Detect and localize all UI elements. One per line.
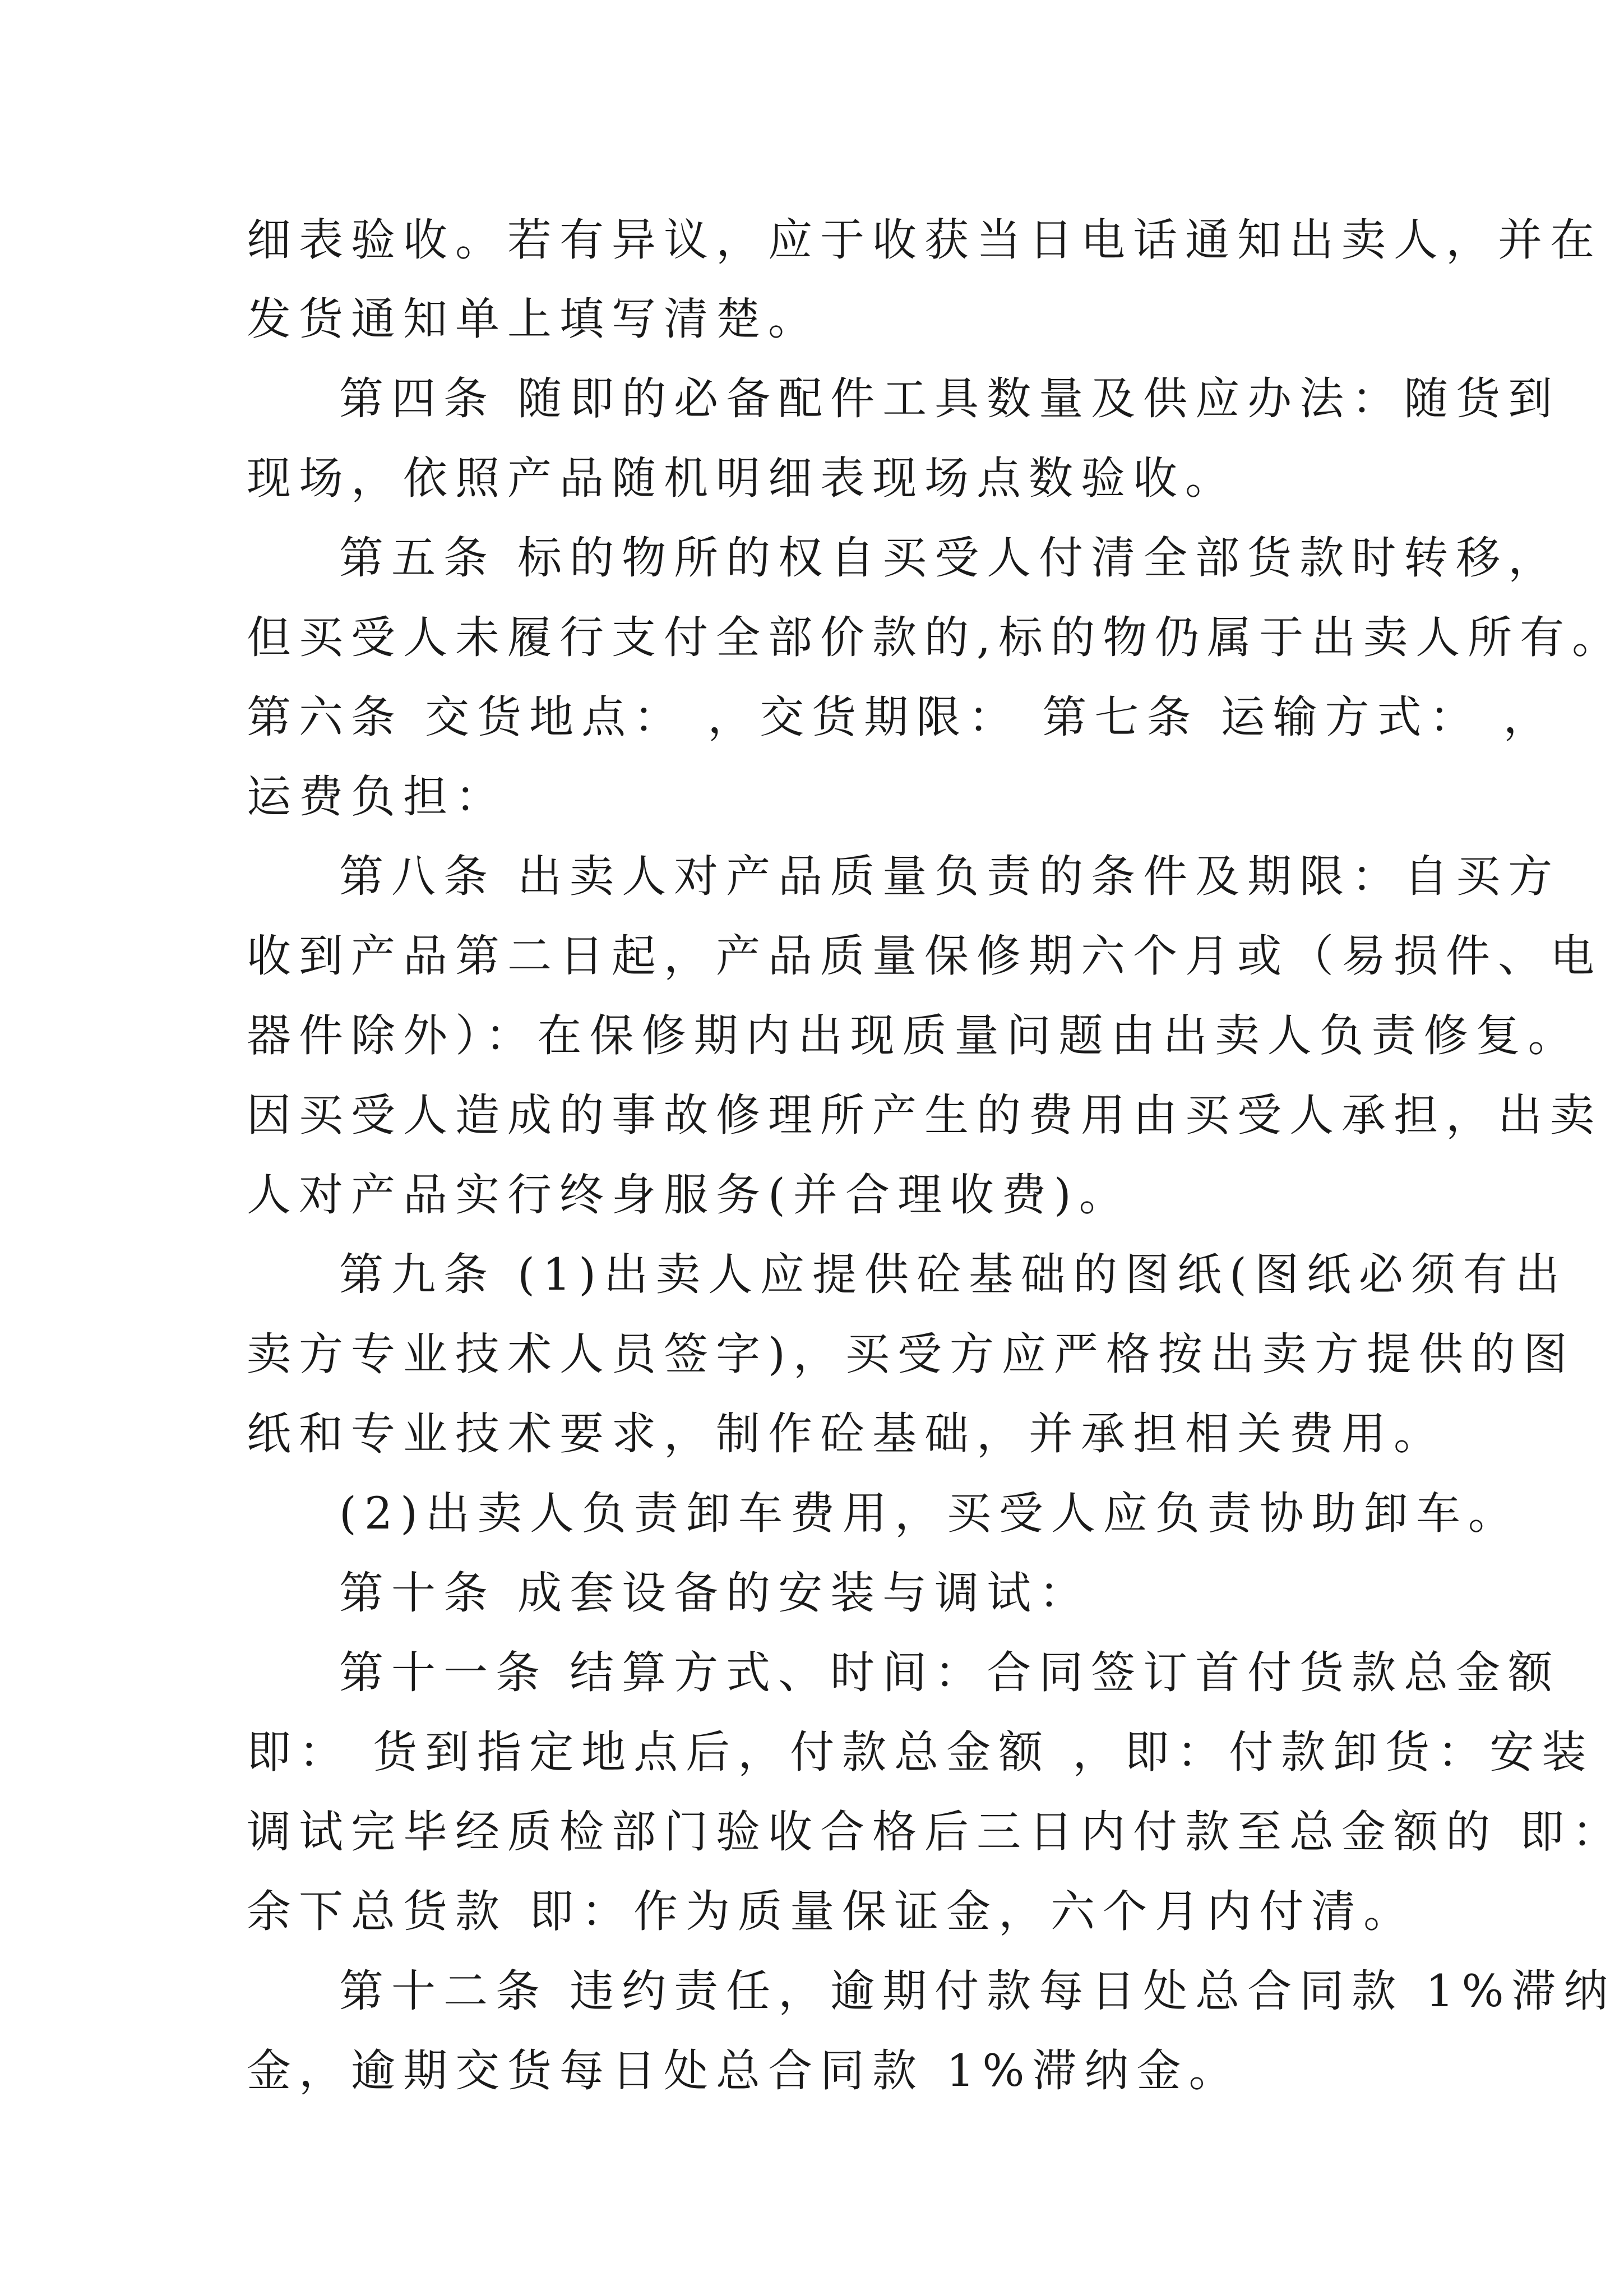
text-line: 第五条 标的物所的权自买受人付清全部货款时转移， — [339, 532, 1561, 584]
text-line: 调试完毕经质检部门验收合格后三日内付款至总金额的 即： — [247, 1806, 1624, 1858]
text-line: 金，逾期交货每日处总合同款 1%滞纳金。 — [247, 2045, 1241, 2097]
text-line: 人对产品实行终身服务(并合理收费)。 — [247, 1169, 1131, 1221]
text-line: 第十一条 结算方式、时间：合同签订首付货款总金额 — [339, 1647, 1561, 1698]
text-line: 但买受人未履行支付全部价款的,标的物仍属于出卖人所有。 — [247, 612, 1624, 663]
text-line: (2)出卖人负责卸车费用，买受人应负责协助卸车。 — [339, 1488, 1520, 1539]
text-line: 第十二条 违约责任，逾期付款每日处总合同款 1%滞纳 — [339, 1965, 1616, 2017]
text-line: 因买受人造成的事故修理所产生的费用由买受人承担，出卖 — [247, 1089, 1602, 1141]
text-line: 第九条 (1)出卖人应提供砼基础的图纸(图纸必须有出 — [339, 1249, 1567, 1300]
text-line: 纸和专业技术要求，制作砼基础，并承担相关费用。 — [247, 1408, 1446, 1460]
text-line: 现场，依照产品随机明细表现场点数验收。 — [247, 452, 1237, 504]
text-line: 第八条 出卖人对产品质量负责的条件及期限：自买方 — [339, 851, 1561, 902]
text-line: 即： 货到指定地点后，付款总金额 ，即：付款卸货：安装 — [247, 1726, 1594, 1778]
text-line: 第四条 随即的必备配件工具数量及供应办法：随货到 — [339, 373, 1561, 424]
text-line: 发货通知单上填写清楚。 — [247, 293, 820, 345]
text-line: 器件除外）：在保修期内出现质量问题由出卖人负责修复。 — [247, 1010, 1580, 1061]
text-line: 第十条 成套设备的安装与调试： — [339, 1567, 1091, 1619]
text-line: 运费负担： — [247, 771, 507, 823]
text-line: 余下总货款 即：作为质量保证金，六个月内付清。 — [247, 1886, 1416, 1937]
text-line: 第六条 交货地点： ，交货期限： 第七条 运输方式： ， — [247, 691, 1556, 743]
text-line: 细表验收。若有异议，应于收获当日电话通知出卖人，并在 — [247, 214, 1602, 266]
text-line: 卖方专业技术人员签字)，买受方应严格按出卖方提供的图 — [247, 1328, 1575, 1380]
text-line: 收到产品第二日起，产品质量保修期六个月或（易损件、电 — [247, 930, 1602, 982]
